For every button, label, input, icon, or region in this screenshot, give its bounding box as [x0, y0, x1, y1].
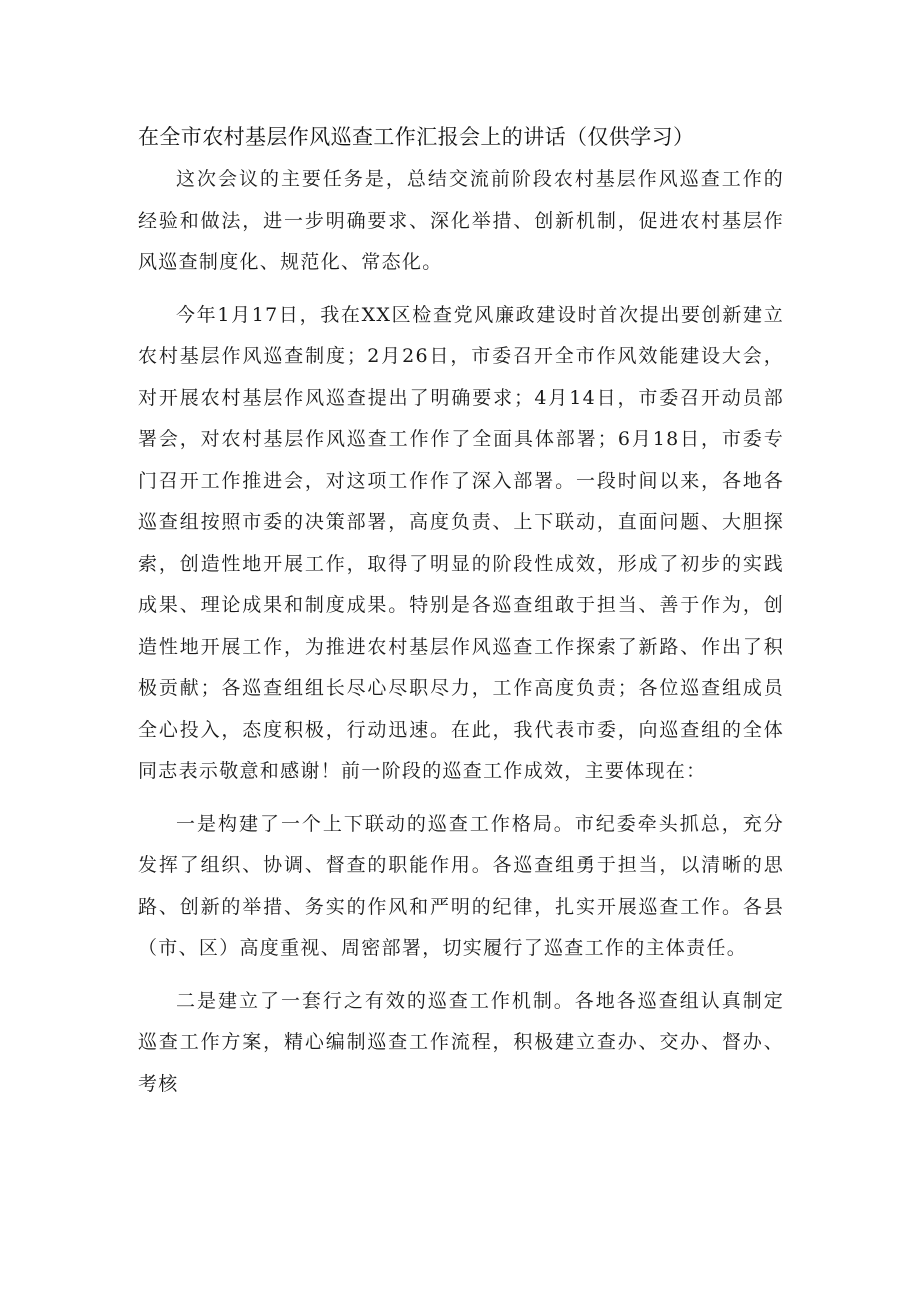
document-title: 在全市农村基层作风巡查工作汇报会上的讲话（仅供学习） [138, 125, 695, 149]
paragraph-4: 二是建立了一套行之有效的巡查工作机制。各地各巡查组认真制定巡查工作方案，精心编制巡查工作流程，积极建立查办、交办、督办、考核 [138, 989, 784, 1095]
paragraph-2: 今年1月17日，我在XX区检查党风廉政建设时首次提出要创新建立农村基层作风巡查制度；2月26日，市委召开全市作风效能建设大会，对开展农村基层作风巡查提出了明确要求；4月14日，市委召开动员部署会，对农村基层作风巡查工作作了全面具体部署；6月18日，市委专门召开工作推进会，对这项工作作了深入部署。一段时间以来，各地各巡查组按照市委的决策部署，高度负责、上下联动，直面问题、大胆探索，创造性地开展工作，取得了明显的阶段性成效，形成了初步的实践成果、理论成果和制度成果。特别是各巡查组敢于担当、善于作为，创造性地开展工作，为推进农村基层作风巡查工作探索了新路、作出了积极贡献；各巡查组组长尽心尽职尽力，工作高度负责；各位巡查组成员全心投入，态度积极，行动迅速。在此，我代表市委，向巡查组的全体同志表示敬意和感谢！前一阶段的巡查工作成效，主要体现在： [138, 303, 784, 782]
paragraph-1: 这次会议的主要任务是，总结交流前阶段农村基层作风巡查工作的经验和做法，进一步明确要求、深化举措、创新机制，促进农村基层作风巡查制度化、规范化、常态化。 [138, 168, 784, 273]
paragraph-3: 一是构建了一个上下联动的巡查工作格局。市纪委牵头抓总，充分发挥了组织、协调、督查的职能作用。各巡查组勇于担当，以清晰的思路、创新的举措、务实的作风和严明的纪律，扎实开展巡查工作。各县（市、区）高度重视、周密部署，切实履行了巡查工作的主体责任。 [138, 812, 784, 959]
document-body [138, 159, 784, 1105]
